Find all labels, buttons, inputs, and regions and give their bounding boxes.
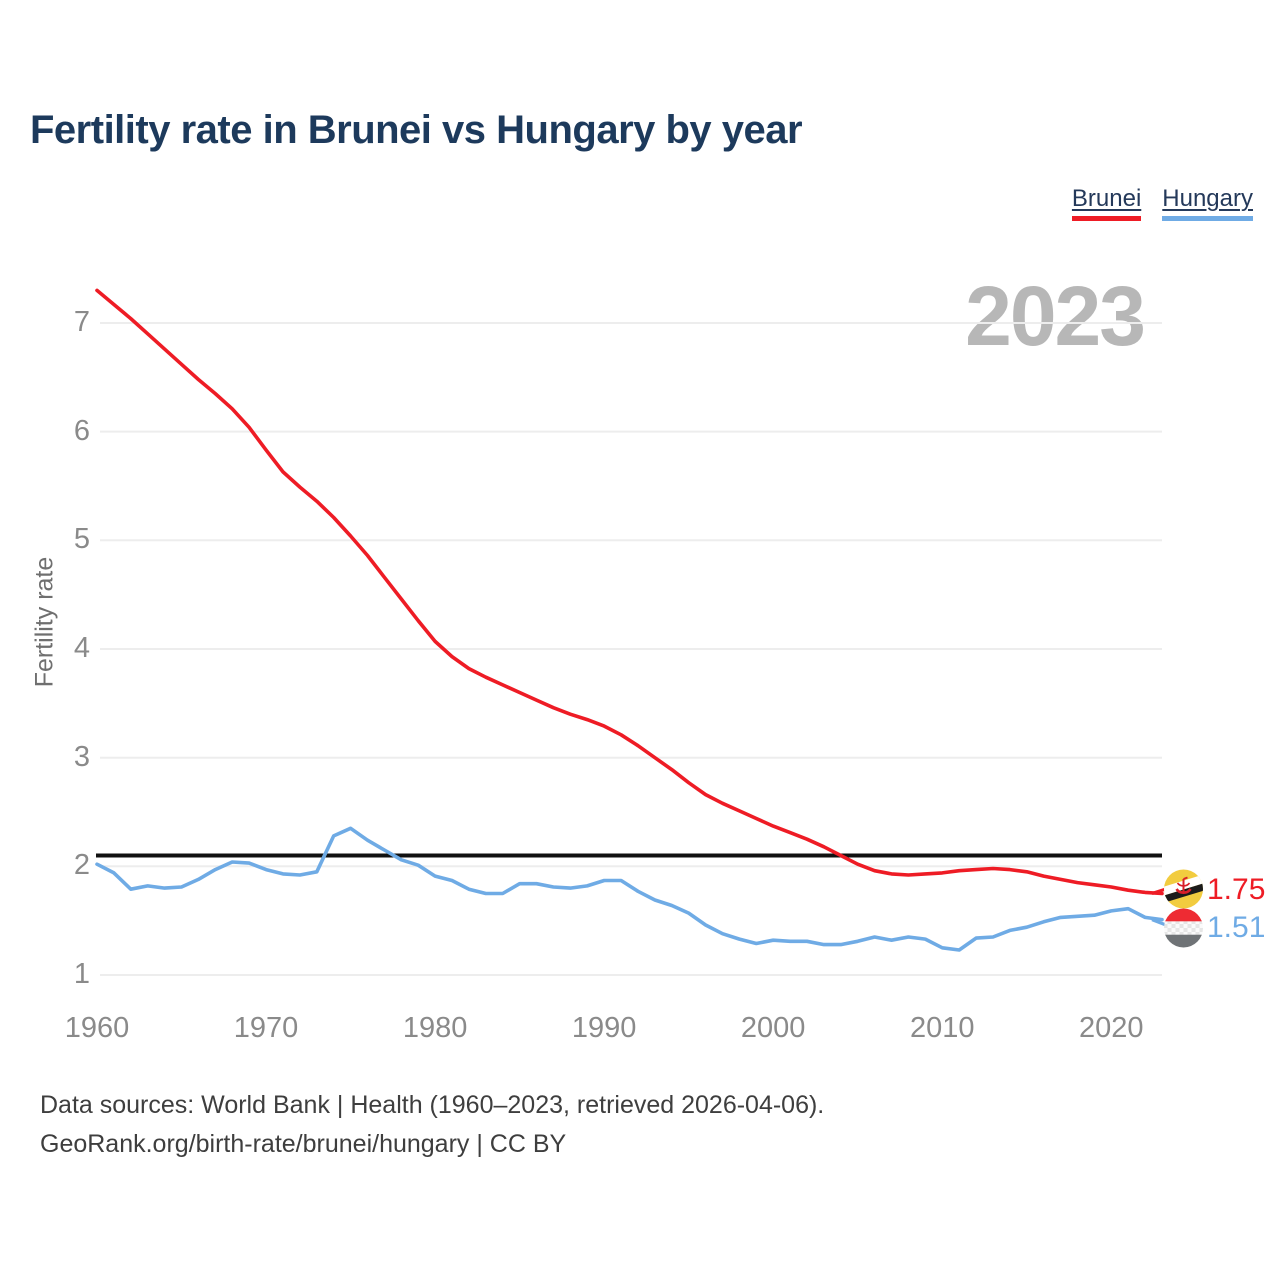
- hungary-end-value: 1.51: [1207, 911, 1266, 944]
- brunei-flag-icon: [1163, 869, 1204, 909]
- x-tick-label-1970: 1970: [233, 1012, 299, 1044]
- y-tick-label-1: 1: [73, 958, 90, 990]
- x-tick-label-1960: 1960: [64, 1012, 130, 1044]
- y-tick-label-6: 6: [73, 414, 90, 447]
- y-tick-label-3: 3: [73, 740, 90, 773]
- watermark-year: 2023: [965, 269, 1144, 363]
- y-axis-title: Fertility rate: [30, 556, 59, 688]
- y-tick-label-5: 5: [73, 523, 90, 556]
- footer-attribution: GeoRank.org/birth-rate/brunei/hungary | CC BY: [40, 1130, 567, 1158]
- y-tick-label-4: 4: [73, 631, 90, 664]
- y-tick-label-7: 7: [73, 305, 90, 338]
- x-tick-label-2010: 2010: [909, 1012, 975, 1044]
- page-title: Fertility rate in Brunei vs Hungary by year: [30, 108, 803, 152]
- legend-item-hungary[interactable]: Hungary: [1162, 185, 1253, 221]
- brunei-line: [97, 290, 1162, 893]
- x-tick-label-2020: 2020: [1079, 1012, 1144, 1044]
- hungary-line: [97, 828, 1162, 950]
- hungary-flag-icon: [1163, 908, 1204, 948]
- x-tick-label-1980: 1980: [402, 1012, 468, 1044]
- brunei-end-value: 1.75: [1207, 873, 1266, 906]
- x-tick-label-2000: 2000: [740, 1012, 806, 1044]
- footer: [40, 1086, 824, 1164]
- legend-item-brunei[interactable]: Brunei: [1072, 185, 1141, 221]
- y-tick-label-2: 2: [73, 849, 90, 882]
- x-tick-label-1990: 1990: [571, 1012, 637, 1044]
- footer-data-sources: Data sources: World Bank | Health (1960–2023, retrieved 2026-04-06).: [40, 1091, 825, 1119]
